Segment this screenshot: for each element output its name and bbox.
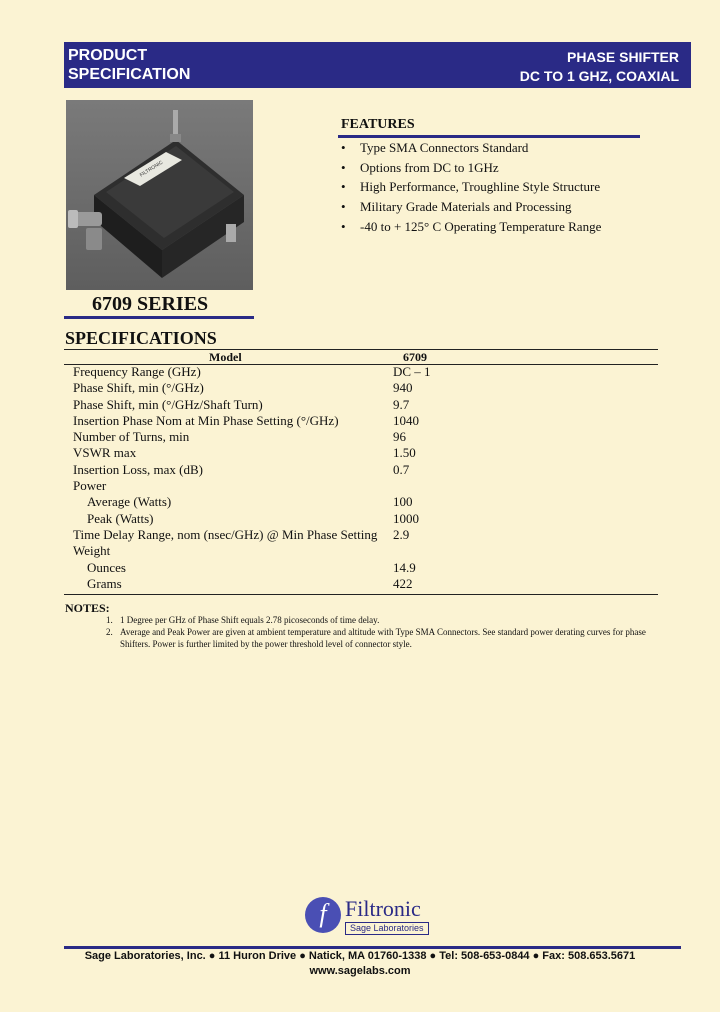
header-subtitle — [520, 48, 679, 86]
footer-divider — [64, 946, 681, 949]
spec-table-top-rule — [64, 349, 658, 350]
logo-name: Filtronic — [345, 896, 421, 921]
feature-item: • -40 to + 125° C Operating Temperature Range — [338, 217, 601, 237]
bullet-icon: • — [341, 179, 346, 195]
header-subtitle-line1: PHASE SHIFTER — [566, 49, 679, 65]
notes-list — [106, 614, 651, 650]
series-divider — [64, 316, 254, 319]
table-row: Number of Turns, min 96 — [73, 429, 406, 445]
features-list — [338, 138, 601, 236]
spec-column-model: Model — [209, 350, 242, 364]
product-photo — [66, 100, 253, 290]
spec-table-bottom-rule — [64, 594, 658, 595]
spec-column-value: 6709 — [403, 350, 427, 364]
feature-item: • Military Grade Materials and Processing — [338, 197, 601, 217]
table-row: Phase Shift, min (°/GHz/Shaft Turn) 9.7 — [73, 396, 410, 412]
table-row: Phase Shift, min (°/GHz) 940 — [73, 380, 413, 396]
bullet-icon: • — [341, 218, 346, 234]
product-label-text: FILTRONIC — [138, 159, 165, 179]
bullet-icon: • — [341, 159, 346, 175]
bullet-icon: • — [341, 199, 346, 215]
table-row: Weight — [73, 543, 111, 559]
specifications-title: SPECIFICATIONS — [65, 328, 217, 348]
header-subtitle-line2: DC TO 1 GHZ, COAXIAL — [519, 68, 679, 84]
header-title — [68, 46, 190, 84]
notes-title: NOTES: — [65, 601, 110, 615]
table-row: Ounces 14.9 — [87, 559, 416, 575]
table-row: Power — [73, 478, 107, 494]
table-row: VSWR max 1.50 — [73, 445, 416, 461]
note-item: 1. 1 Degree per GHz of Phase Shift equals 2.78 picoseconds of time delay. — [106, 615, 380, 625]
table-row: Peak (Watts) 1000 — [87, 510, 419, 526]
table-row: Frequency Range (GHz) DC – 1 — [73, 364, 431, 379]
bullet-icon: • — [341, 140, 346, 155]
footer-address: Sage Laboratories, Inc. ● 11 Huron Drive ● Natick, MA 01760-1338 ● Tel: 508-653-0844 ● Fax: 508.653.5671 — [84, 950, 636, 962]
features-title: FEATURES — [341, 117, 415, 132]
header-title-line1: PRODUCT — [68, 47, 148, 64]
filtronic-logo-mark: f — [305, 897, 341, 933]
table-row: Grams 422 — [87, 575, 413, 591]
feature-item: • High Performance, Troughline Style Structure — [338, 177, 601, 197]
note-item: 2. Average and Peak Power are given at ambient temperature and altitude with Type SMA Connectors. See standard power derating curves for phase Shifters. Power is further limited by the power threshold level of connector style. — [106, 627, 646, 649]
spec-table — [73, 364, 653, 592]
phase-shifter-image — [66, 100, 253, 290]
table-row: Average (Watts) 100 — [87, 494, 413, 510]
table-row: Time Delay Range, nom (nsec/GHz) @ Min Phase Setting 2.9 — [73, 526, 410, 542]
feature-item: • Type SMA Connectors Standard — [338, 138, 601, 158]
header-title-line2: SPECIFICATION — [68, 66, 191, 83]
logo-subtitle: Sage Laboratories — [345, 922, 429, 935]
header-bar — [64, 42, 691, 88]
filtronic-logo — [305, 894, 435, 938]
footer-website-link[interactable]: www.sagelabs.com — [309, 965, 411, 977]
series-title: 6709 SERIES — [92, 293, 209, 315]
feature-item: • Options from DC to 1GHz — [338, 158, 601, 178]
table-row: Insertion Phase Nom at Min Phase Setting (°/GHz) 1040 — [73, 412, 419, 428]
table-row: Insertion Loss, max (dB) 0.7 — [73, 461, 410, 477]
